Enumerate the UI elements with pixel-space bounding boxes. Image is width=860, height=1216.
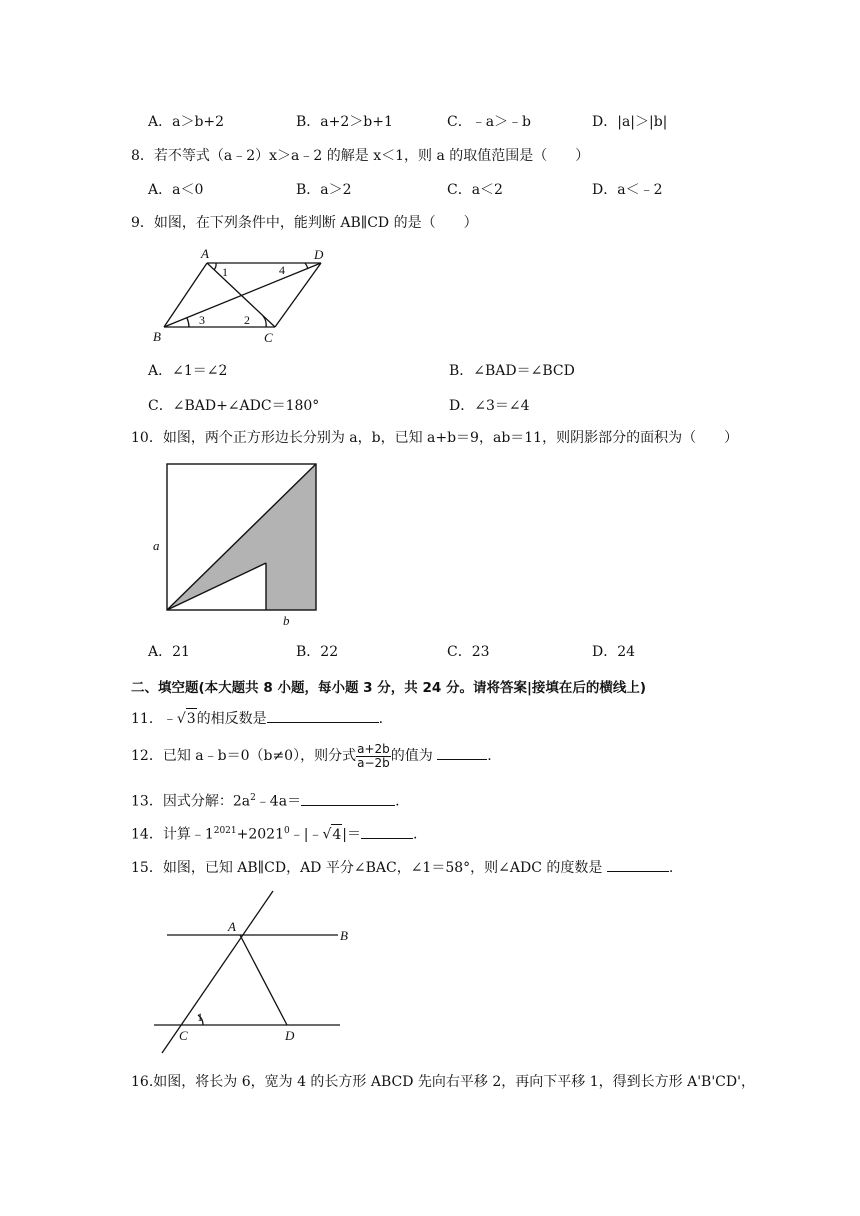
- q15-label-c: C: [179, 1028, 188, 1043]
- q9-label-b: B: [153, 329, 161, 344]
- q14-mid2: ﹣|﹣: [289, 826, 323, 843]
- q13-line: [131, 788, 400, 812]
- q14-mid1: +2021: [236, 826, 284, 843]
- q9-label-1: 1: [222, 265, 228, 279]
- q15-stem: 15．如图，已知 AB∥CD，AD 平分∠BAC，∠1＝58°，则∠ADC 的度数是: [131, 860, 603, 876]
- q11-answer-blank[interactable]: [267, 708, 379, 723]
- q12-suffix: 的值为: [390, 748, 433, 764]
- q11-suffix: 的相反数是: [196, 711, 267, 727]
- q9-stem: 9．如图，在下列条件中，能判断 AB∥CD 的是（ ）: [131, 215, 478, 231]
- q8-option-c: C．a＜2: [447, 182, 503, 198]
- q15-label-b: B: [340, 928, 348, 943]
- q7-option-b: B．a+2＞b+1: [296, 114, 393, 130]
- q10-squares-figure: [145, 455, 335, 630]
- q9-label-2: 2: [244, 313, 250, 327]
- q14-exponent-1: 2021: [213, 826, 237, 836]
- q9-option-d: D．∠3＝∠4: [449, 398, 530, 414]
- q12-answer-blank[interactable]: [437, 745, 487, 760]
- q9-angle4-arc: [305, 263, 308, 269]
- q15-answer-blank[interactable]: [607, 857, 669, 872]
- q10-option-b: B．22: [296, 644, 339, 660]
- q9-angle3-arc: [187, 318, 189, 327]
- q11-line: [131, 708, 383, 729]
- section2-title: 二、填空题(本大题共 8 小题，每小题 3 分，共 24 分。请将答案|接填在后的横线上): [131, 680, 647, 696]
- q10-option-c: C．23: [447, 644, 490, 660]
- q14-answer-blank[interactable]: [361, 824, 413, 839]
- q9-label-d: D: [314, 247, 324, 262]
- q11-radicand: 3: [186, 708, 197, 729]
- q9-parallelogram-figure: [145, 245, 345, 345]
- q14-mid3: |＝: [342, 826, 362, 843]
- q15-segment-ad: [240, 935, 287, 1025]
- q15-parallel-lines-figure: [145, 885, 355, 1060]
- q9-option-b: B．∠BAD＝∠BCD: [449, 363, 575, 379]
- q15-line: [131, 857, 673, 878]
- q14-end: .: [413, 826, 418, 843]
- q15-end: .: [668, 860, 674, 876]
- q12-denominator: a−2b: [357, 755, 390, 770]
- q8-stem: 8．若不等式（a﹣2）x＞a﹣2 的解是 x＜1，则 a 的取值范围是（ ）: [131, 148, 590, 164]
- q10-option-a: A．21: [148, 644, 190, 660]
- q11-end: .: [378, 711, 384, 727]
- q8-option-d: D．a＜﹣2: [592, 182, 663, 198]
- q7-option-d: D．|a|＞|b|: [592, 114, 668, 130]
- q8-option-a: A．a＜0: [148, 182, 204, 198]
- q9-option-c: C．∠BAD+∠ADC＝180°: [148, 398, 320, 414]
- q12-line: [131, 742, 492, 770]
- q12-numerator: a+2b: [357, 741, 390, 756]
- q14-exponent-2: 0: [284, 826, 290, 836]
- q10-stem: 10．如图，两个正方形边长分别为 a，b，已知 a+b＝9，ab＝11，则阴影部分的面积为（ ）: [131, 430, 739, 446]
- q15-label-d: D: [285, 1028, 295, 1043]
- q13-mid: ﹣4a＝: [255, 793, 302, 810]
- sqrt-icon: √: [322, 826, 332, 843]
- q10-label-a: a: [153, 538, 160, 553]
- q14-line: [131, 821, 417, 845]
- q9-angle1-arc: [214, 263, 216, 270]
- q9-label-4: 4: [279, 263, 285, 277]
- q9-diagonal-ac: [207, 263, 275, 327]
- q8-option-b: B．a＞2: [296, 182, 352, 198]
- sqrt-icon: √: [176, 711, 186, 727]
- q10-label-b: b: [283, 613, 290, 628]
- q9-label-3: 3: [199, 313, 205, 327]
- q10-option-d: D．24: [592, 644, 636, 660]
- q9-label-a: A: [201, 246, 209, 261]
- q14-radicand: 4: [331, 824, 342, 845]
- q9-option-a: A．∠1＝∠2: [148, 363, 228, 379]
- q13-end: .: [395, 793, 400, 810]
- q15-label-a: A: [228, 919, 236, 934]
- q13-prefix: 13．因式分解：2a: [131, 793, 251, 810]
- q9-label-c: C: [264, 330, 273, 345]
- q12-prefix: 12．已知 a﹣b＝0（b≠0），则分式: [131, 748, 357, 764]
- q7-option-c: C．﹣a＞﹣b: [447, 114, 532, 130]
- q15-label-1: 1: [197, 1010, 203, 1024]
- q13-exponent: 2: [250, 793, 256, 803]
- q14-prefix: 14．计算﹣1: [131, 826, 214, 843]
- q11-prefix: 11．﹣: [131, 711, 177, 727]
- q13-answer-blank[interactable]: [301, 791, 395, 806]
- q16-stem: 16.如图，将长为 6，宽为 4 的长方形 ABCD 先向右平移 2，再向下平移 1，得到长方形 A'B'CD'，: [131, 1074, 755, 1090]
- q12-fraction: [356, 743, 391, 770]
- q12-end: .: [487, 748, 492, 764]
- q7-option-a: A．a＞b+2: [148, 114, 225, 130]
